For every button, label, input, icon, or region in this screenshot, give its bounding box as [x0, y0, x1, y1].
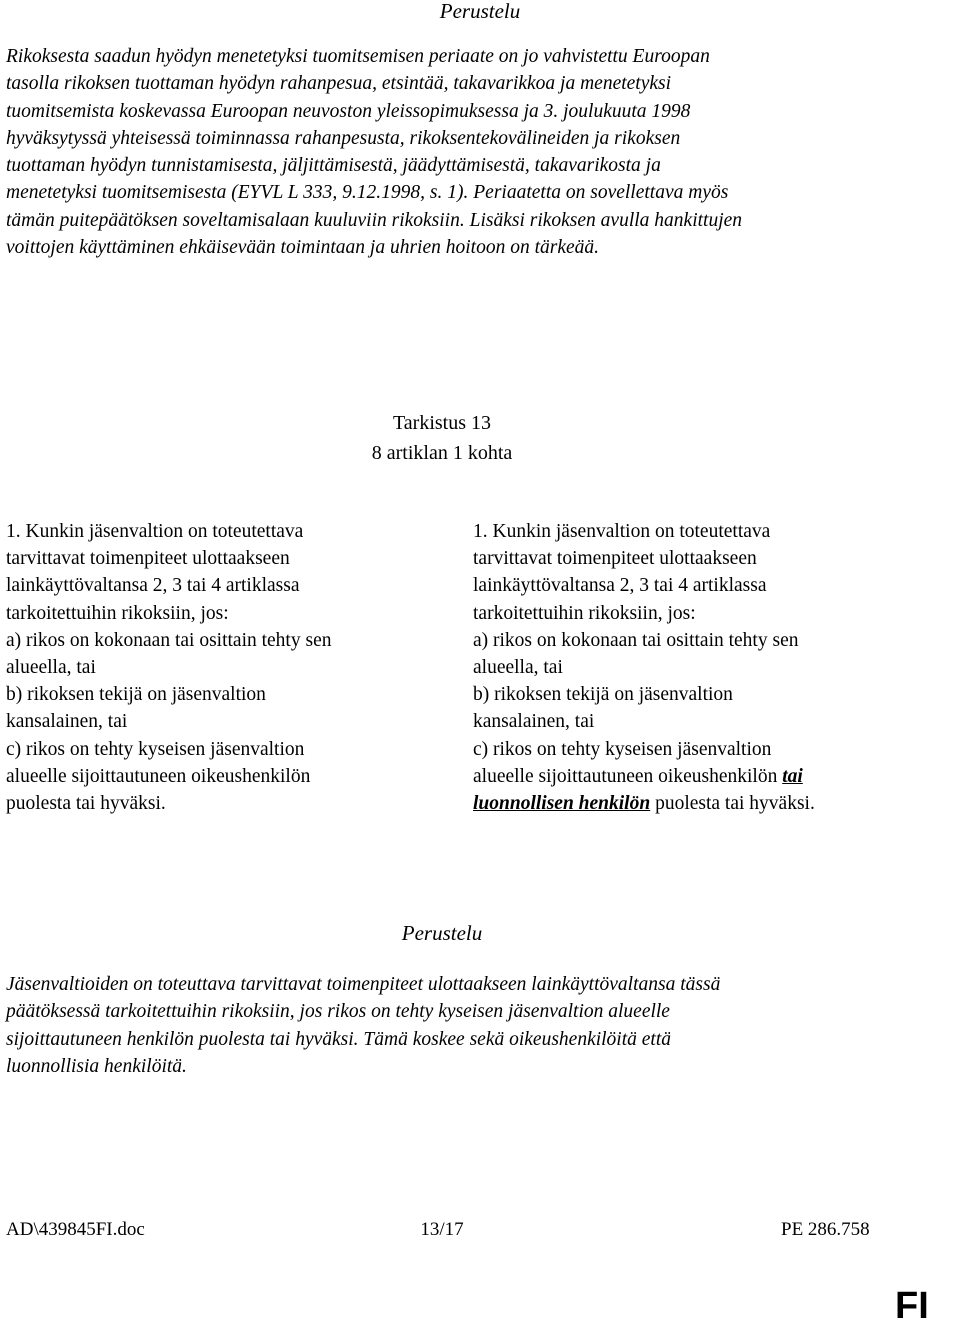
text-plain: alueelle sijoittautuneen oikeushenkilön	[473, 765, 783, 787]
text-line: päätöksessä tarkoitettuihin rikoksiin, jos rikos on tehty kyseisen jäsenvaltion alueelle	[6, 1001, 670, 1023]
text-line: tuottaman hyödyn tunnistamisesta, jäljittämisestä, jäädyttämisestä, takavarikosta ja	[6, 155, 661, 177]
text-line: alueella, tai	[473, 657, 563, 679]
justification-paragraph	[6, 43, 956, 261]
text-line: c) rikos on tehty kyseisen jäsenvaltion	[473, 738, 772, 760]
text-line: sijoittautuneen henkilön puolesta tai hyväksi. Tämä koskee sekä oikeushenkilöitä että	[6, 1028, 672, 1050]
text-line: lainkäyttövaltansa 2, 3 tai 4 artiklassa	[6, 575, 300, 597]
amendment-title	[0, 408, 884, 468]
text-line: kansalainen, tai	[6, 711, 128, 733]
text-line: 1. Kunkin jäsenvaltion on toteutettava	[6, 521, 304, 542]
text-line: Jäsenvaltioiden on toteuttava tarvittavat toimenpiteet ulottaakseen lainkäyttövaltansa tässä	[6, 974, 721, 995]
text-line: tuomitsemista koskevassa Euroopan neuvoston yleissopimuksessa ja 3. joulukuuta 1998	[6, 100, 691, 122]
language-code: FI	[895, 1285, 929, 1327]
text-line: tarkoitettuihin rikoksiin, jos:	[6, 602, 229, 624]
text-line: menetetyksi tuomitsemisesta (EYVL L 333, 9.12.1998, s. 1). Periaatetta on sovellettava myös	[6, 182, 729, 204]
text-line: c) rikos on tehty kyseisen jäsenvaltion	[6, 738, 305, 760]
text-line	[473, 790, 953, 817]
text-line: a) rikos on kokonaan tai osittain tehty sen	[6, 629, 332, 651]
text-line: 1. Kunkin jäsenvaltion on toteutettava	[473, 521, 771, 542]
text-line: Rikoksesta saadun hyödyn menetetyksi tuomitsemisen periaate on jo vahvistettu Euroopan	[6, 46, 710, 67]
text-line	[473, 763, 953, 790]
text-line: b) rikoksen tekijä on jäsenvaltion	[6, 684, 266, 706]
text-plain: puolesta tai hyväksi.	[650, 793, 815, 815]
justification-heading: Perustelu	[439, 0, 521, 23]
text-line: tarvittavat toimenpiteet ulottaakseen	[473, 548, 757, 570]
text-line: voittojen käyttäminen ehkäisevään toimintaan ja uhrien hoitoon on tärkeää.	[6, 237, 600, 259]
footer-page-number: 13/17	[420, 1219, 464, 1240]
text-line: kansalainen, tai	[473, 711, 595, 733]
text-line: alueelle sijoittautuneen oikeushenkilön	[6, 765, 311, 787]
text-line: puolesta tai hyväksi.	[6, 793, 166, 815]
amendment-article: 8 artiklan 1 kohta	[371, 442, 513, 464]
original-text-column	[6, 518, 436, 817]
text-line: tasolla rikoksen tuottaman hyödyn rahanpesua, etsintää, takavarikkoa ja menetetyksi	[6, 73, 672, 95]
footer-doc-ref: AD\439845FI.doc	[6, 1219, 145, 1240]
text-line: tämän puitepäätöksen soveltamisalaan kuuluviin rikoksiin. Lisäksi rikoksen avulla hankittujen	[6, 209, 743, 231]
text-line: b) rikoksen tekijä on jäsenvaltion	[473, 684, 733, 706]
footer-pe-ref: PE 286.758	[781, 1219, 870, 1240]
text-line: tarvittavat toimenpiteet ulottaakseen	[6, 548, 290, 570]
text-line: hyväksytyssä yhteisessä toiminnassa rahanpesusta, rikoksentekovälineiden ja rikoksen	[6, 127, 681, 149]
text-line: alueella, tai	[6, 657, 96, 679]
added-text: tai	[782, 765, 803, 787]
text-line: tarkoitettuihin rikoksiin, jos:	[473, 602, 696, 624]
amendment-number: Tarkistus 13	[392, 412, 492, 434]
justification-heading: Perustelu	[401, 921, 483, 945]
text-line: luonnollisia henkilöitä.	[6, 1055, 187, 1077]
text-line: a) rikos on kokonaan tai osittain tehty sen	[473, 629, 799, 651]
text-line: lainkäyttövaltansa 2, 3 tai 4 artiklassa	[473, 575, 767, 597]
amended-text-column	[473, 518, 953, 817]
justification-paragraph	[6, 971, 956, 1080]
added-text: luonnollisen henkilön	[473, 793, 651, 815]
